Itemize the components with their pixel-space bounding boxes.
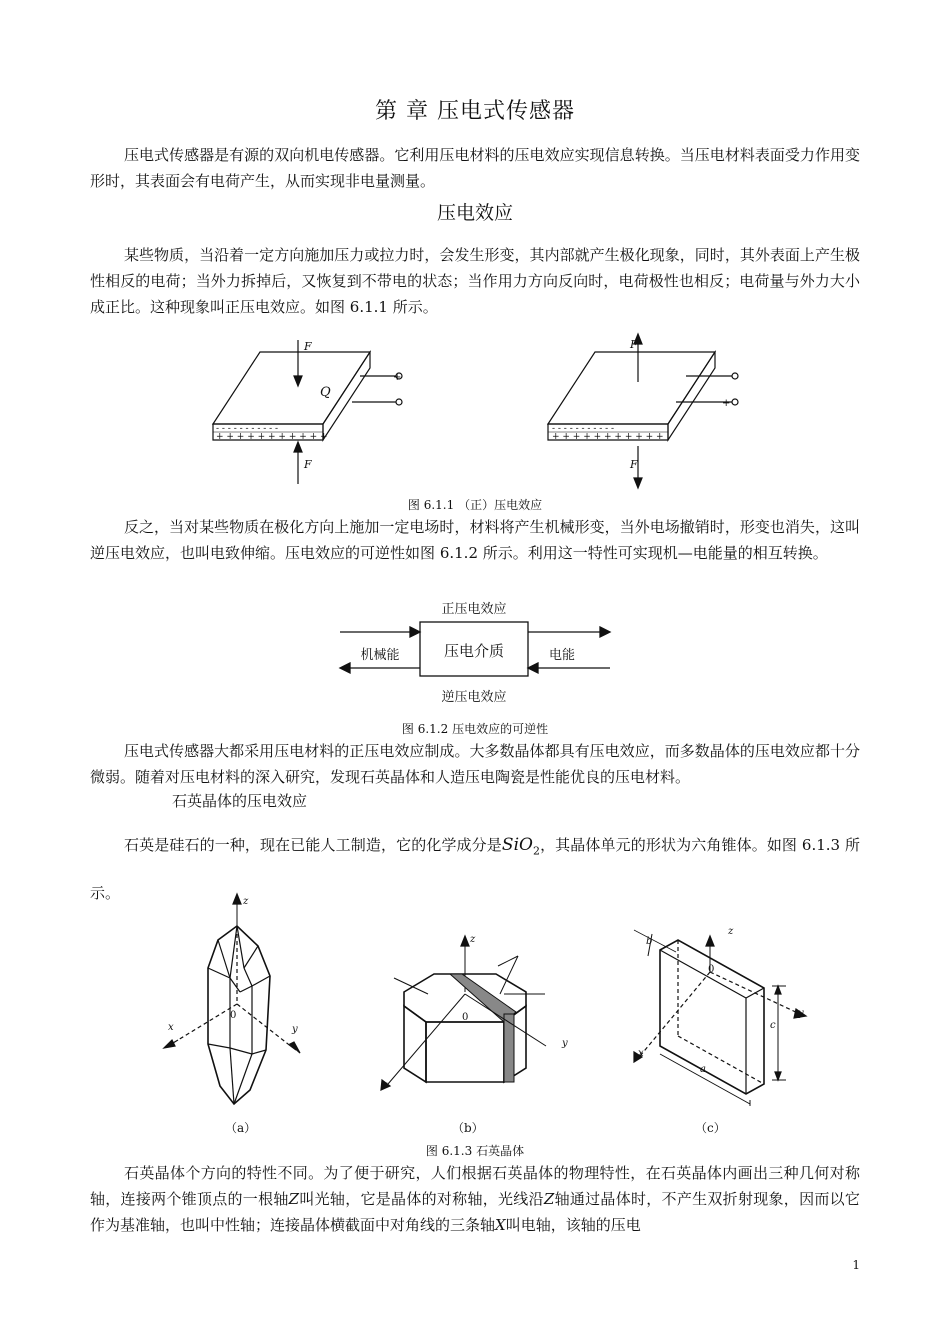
text-span: ，该轴的压电	[550, 1216, 641, 1234]
minus-row-left: - - - - - - - - - - -	[216, 424, 279, 434]
text-span: ，也叫	[165, 544, 211, 562]
axis-label-z-a: z	[243, 896, 249, 907]
label-electrical-energy: 电能	[548, 648, 576, 663]
label-piezo-medium: 压电介质	[443, 642, 505, 660]
paragraph-quartz-axes	[90, 1160, 860, 1238]
page-number: 1	[852, 1258, 860, 1272]
text-span: ，其晶体单元的形状为六角锥体。如图 6.1.3 所示。	[90, 836, 860, 903]
axis-symbol-Z: Z	[288, 1190, 300, 1208]
plus-row-right: + + + + + + + + + + +	[552, 432, 664, 442]
axis-label-y-b: y	[562, 1038, 568, 1049]
term-inverse-piezo: 逆压电效应	[90, 544, 166, 562]
crystal-a	[164, 894, 300, 1104]
axis-label-z-b: z	[470, 934, 476, 945]
dimension-label-c: c	[770, 1020, 776, 1031]
axis-symbol-Z: Z	[543, 1190, 555, 1208]
text-span: 。压电效应的可逆性如图 6.1.2 所示。利用这一特性可实现机—电能量的相互转换。	[270, 544, 828, 562]
sublabel-c: （c）	[695, 1121, 726, 1135]
figure-6-1-3	[160, 894, 810, 1135]
term-electrostriction: 电致伸缩	[210, 544, 271, 562]
label-mechanical-energy: 机械能	[360, 648, 400, 663]
label-F-bottom-right: F	[630, 458, 638, 471]
term-direct-piezo: 正压电效应	[225, 298, 301, 316]
axis-label-y-c: y	[798, 1008, 804, 1019]
chapter-title: 第 章 压电式传感器	[375, 99, 575, 124]
axis-label-x-a: x	[168, 1022, 174, 1033]
axis-label-x-b: x	[382, 1080, 388, 1091]
right-plate-top	[548, 352, 715, 424]
axis-label-y-a: y	[292, 1024, 298, 1035]
formula-subscript: 2	[532, 844, 540, 858]
crystal-c	[634, 930, 806, 1106]
text-span: 某些物质，当沿着一定方向施加压力或拉力时，会发生形变，其内部就产生极化现象，同时，其外表面上产生极性相反的电荷；当外力拆掉后，又恢复到不带电的状态；当作用力方向反向时，电荷极性也相反；电荷量与外力大小成正比。这种现象叫	[90, 246, 860, 316]
dimension-label-b: b	[646, 936, 653, 947]
text-span: 轴通过晶体时，不产生双折射现象，因而以它作为基准轴，也叫中性轴；连接晶体横截面中对角线的三条轴	[90, 1190, 860, 1234]
axis-label-x-c: x	[638, 1048, 644, 1059]
figure-6-1-2	[330, 596, 620, 716]
label-Q: Q	[320, 385, 331, 400]
axis-label-z-c: z	[728, 926, 734, 937]
label-F-top-right: F	[630, 338, 638, 351]
label-direct-effect: 正压电效应	[441, 602, 507, 617]
right-plate-side	[668, 352, 715, 440]
label-F-bottom-left: F	[304, 458, 312, 471]
term-electric-axis: 电轴	[520, 1216, 551, 1234]
origin-label-a: 0	[230, 1010, 237, 1021]
figure-caption-6-1-1: 图 6.1.1 （正）压电效应	[407, 498, 543, 512]
paragraph-materials: 压电式传感器大都采用压电材料的正压电效应制成。大多数晶体都具有压电效应，而多数晶体的压电效应都十分微弱。随着对压电材料的深入研究，发现石英晶体和人造压电陶瓷是性能优良的压电材料。	[90, 742, 860, 786]
minus-row-right: - - - - - - - - - - -	[552, 424, 615, 434]
plus-sign-right: +	[722, 398, 731, 409]
figure-caption-6-1-3: 图 6.1.3 石英晶体	[425, 1144, 525, 1158]
axis-symbol-X: X	[495, 1216, 506, 1234]
paragraph-inverse-effect	[90, 514, 860, 566]
figure-6-1-1	[200, 334, 731, 494]
formula-sio2	[501, 835, 540, 858]
plus-row-left: + + + + + + + + + + +	[216, 432, 328, 442]
origin-label-c: 0	[708, 964, 715, 975]
sublabel-a: （a）	[225, 1121, 257, 1135]
plus-sign-left: +	[393, 372, 402, 383]
origin-label-b: 0	[462, 1012, 469, 1023]
label-F-top-left: F	[304, 340, 312, 353]
section-heading-piezo-effect: 压电效应	[436, 202, 513, 224]
dimension-label-a: a	[700, 1064, 706, 1075]
intro-paragraph: 压电式传感器是有源的双向机电传感器。它利用压电材料的压电效应实现信息转换。当压电材料表面受力作用变形时，其表面会有电荷产生，从而实现非电量测量。	[90, 146, 860, 190]
text-span: ，它是晶体的对称轴，光线沿	[345, 1190, 544, 1208]
paragraph-direct-effect	[90, 242, 860, 320]
formula-text: SiO	[501, 835, 533, 855]
text-span: 。如图 6.1.1 所示。	[300, 298, 438, 316]
text-span: 反之，当对某些物质在极化方向上施加一定电场时，材料将产生机械形变，当外电场撤销时，形变也消失，这叫	[124, 518, 860, 536]
term-optical-axis: 光轴	[314, 1190, 346, 1208]
figure-caption-6-1-2: 图 6.1.2 压电效应的可逆性	[401, 722, 549, 736]
text-span: 叫	[505, 1216, 521, 1234]
text-span: 石英晶体个方向的特性不同。为了便于研究，人们根据石英晶体的物理特性，在石英晶体内画出三种几何对称轴，连接两个锥顶点的一根轴	[90, 1164, 860, 1208]
section-heading-quartz: 石英晶体的压电效应	[172, 792, 308, 810]
text-span: 石英是硅石的一种，现在已能人工制造，它的化学成分是	[124, 836, 502, 854]
label-inverse-effect: 逆压电效应	[441, 690, 507, 705]
sublabel-b: （b）	[452, 1121, 484, 1135]
text-span: 叫	[299, 1190, 315, 1208]
